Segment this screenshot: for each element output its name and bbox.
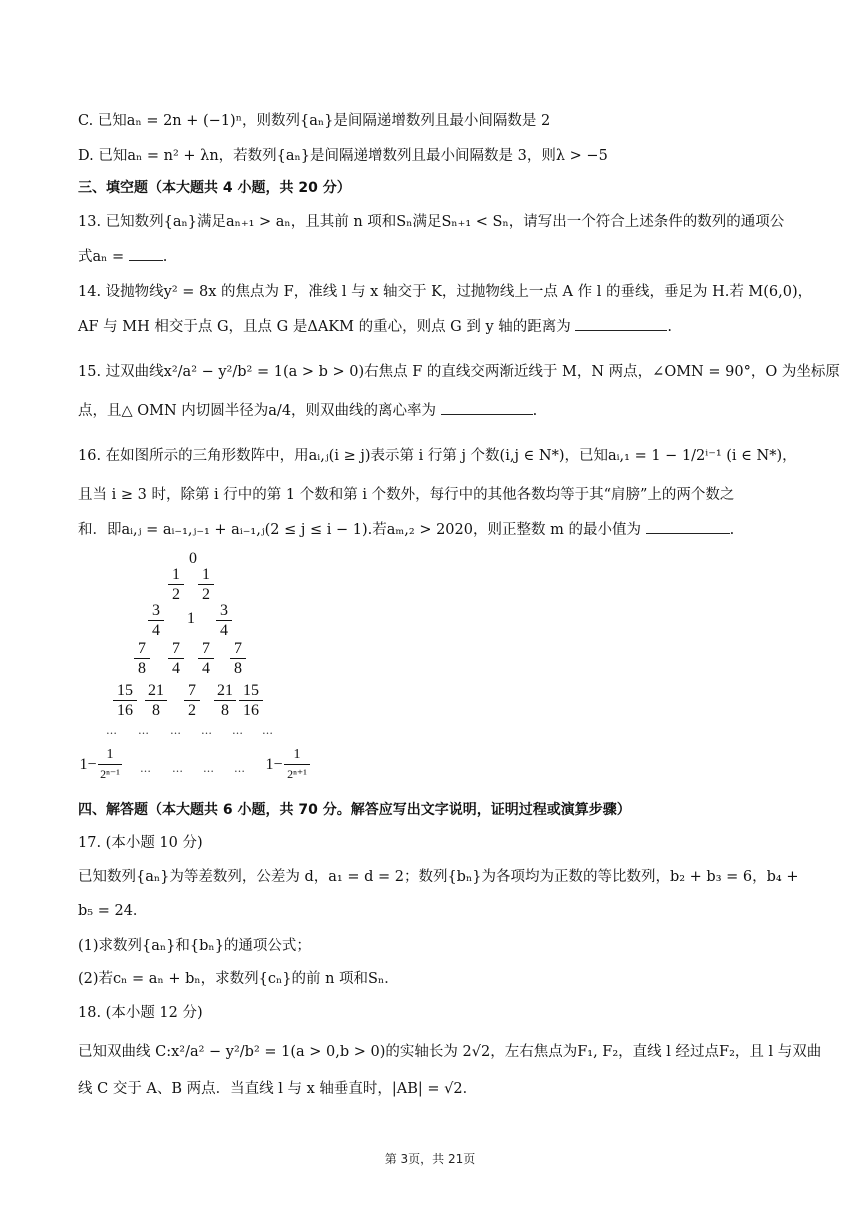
section3-heading: 三、填空题（本大题共 4 小题，共 20 分）: [78, 180, 351, 196]
frac-num: 7: [202, 640, 210, 657]
q13-line2: 式aₙ = .: [78, 246, 798, 267]
page-footer: 第 3页，共 21页: [384, 1152, 476, 1166]
q18-title: 18. (本小题 12 分): [78, 1005, 203, 1021]
frac-den: 16: [243, 702, 259, 719]
q13-line2-text: 式aₙ =: [78, 249, 125, 265]
frac-den: 2: [188, 702, 196, 719]
triangle-ellipsis-4: …: [201, 724, 212, 737]
q16-answer-blank[interactable]: [646, 519, 730, 534]
triangle-last-ellipsis-4: …: [234, 762, 245, 775]
q17-title: 17. (本小题 10 分): [78, 835, 203, 851]
q13-line1: 13. 已知数列{aₙ}满足aₙ₊₁ > aₙ，且其前 n 项和Sₙ满足Sₙ₊₁ < Sₙ，请写出一个符合上述条件的数列的通项公: [78, 214, 785, 230]
triangle-ellipsis-1: …: [106, 724, 117, 737]
triangle-last-right-prefix: 1−: [265, 756, 283, 773]
frac-num: 15: [117, 682, 133, 699]
frac-den: 2ⁿ⁻¹: [100, 767, 120, 781]
frac-num: 21: [148, 682, 164, 699]
section4-heading: 四、解答题（本大题共 6 小题，共 70 分。解答应写出文字说明，证明过程或演算步骤）: [78, 802, 631, 818]
q15-answer-blank[interactable]: [441, 400, 533, 415]
frac-num: 1: [293, 747, 301, 762]
frac-den: 8: [138, 660, 146, 677]
q17-line2: b₅ = 24．: [78, 903, 148, 919]
q17-part2: (2)若cₙ = aₙ + bₙ，求数列{cₙ}的前 n 项和Sₙ．: [78, 971, 399, 987]
question-d: D. 已知aₙ = n² + λn，若数列{aₙ}是间隔递增数列且最小间隔数是 3，则λ > −5: [78, 148, 608, 164]
triangle-r4-c2: [168, 640, 184, 677]
q18-line1: 已知双曲线 C:x²/a² − y²/b² = 1(a > 0,b > 0)的实轴长为 2√2，左右焦点为F₁, F₂，直线 l 经过点F₂，且 l 与双曲: [78, 1044, 822, 1060]
frac-den: 16: [117, 702, 133, 719]
q15-line1: 15. 过双曲线x²/a² − y²/b² = 1(a > b > 0)右焦点 F 的直线交两渐近线于 M，N 两点，∠OMN = 90°，O 为坐标原: [78, 364, 840, 380]
frac-num: 3: [220, 602, 228, 619]
triangle-r5-c3: [184, 682, 200, 719]
frac-den: 2: [202, 586, 210, 603]
frac-num: 1: [172, 566, 180, 583]
triangle-ellipsis-2: …: [138, 724, 149, 737]
frac-den: 8: [221, 702, 229, 719]
frac-num: 3: [152, 602, 160, 619]
frac-den: 4: [220, 622, 228, 639]
triangle-row1-zero: 0: [189, 550, 197, 567]
triangle-last-ellipsis-3: …: [203, 762, 214, 775]
q16-line3: 和．即aᵢ,ⱼ = aᵢ₋₁,ⱼ₋₁ + aᵢ₋₁,ⱼ(2 ≤ j ≤ i − 1).若aₘ,₂ > 2020，则正整数 m 的最小值为 .: [78, 519, 798, 540]
frac-num: 7: [172, 640, 180, 657]
frac-den: 4: [152, 622, 160, 639]
question-c: C. 已知aₙ = 2n + (−1)ⁿ，则数列{aₙ}是间隔递增数列且最小间隔数是 2: [78, 113, 551, 129]
frac-num: 7: [188, 682, 196, 699]
q17-line1: 已知数列{aₙ}为等差数列，公差为 d，a₁ = d = 2；数列{bₙ}为各项均为正数的等比数列，b₂ + b₃ = 6，b₄ +: [78, 869, 799, 885]
q13-answer-blank[interactable]: [129, 246, 163, 261]
q15-line2: 点，且△ OMN 内切圆半径为a/4，则双曲线的离心率为 .: [78, 400, 798, 421]
q18-line2: 线 C 交于 A、B 两点．当直线 l 与 x 轴垂直时，|AB| = √2．: [78, 1081, 478, 1097]
triangle-r4-c4: [230, 640, 246, 677]
triangle-r5-c1: [113, 682, 137, 719]
frac-den: 2: [172, 586, 180, 603]
triangle-last-right-frac: [284, 746, 310, 783]
frac-den: 8: [234, 660, 242, 677]
q14-line2: AF 与 MH 相交于点 G，且点 G 是ΔAKM 的重心，则点 G 到 y 轴的距离为 .: [78, 316, 798, 337]
frac-num: 21: [217, 682, 233, 699]
q17-part1: (1)求数列{aₙ}和{bₙ}的通项公式；: [78, 938, 311, 954]
triangle-r3-c1: [148, 602, 164, 639]
frac-num: 1: [106, 747, 114, 762]
q14-line2-text: AF 与 MH 相交于点 G，且点 G 是ΔAKM 的重心，则点 G 到 y 轴的距离为: [78, 319, 571, 335]
frac-den: 4: [202, 660, 210, 677]
triangle-r5-c5: [239, 682, 263, 719]
frac-den: 2ⁿ⁺¹: [287, 767, 307, 781]
frac-num: 7: [138, 640, 146, 657]
triangle-r2-c1: [168, 566, 184, 603]
frac-num: 7: [234, 640, 242, 657]
q16-line1: 16. 在如图所示的三角形数阵中，用aᵢ,ⱼ(i ≥ j)表示第 i 行第 j 个数(i,j ∈ N*)，已知aᵢ,₁ = 1 − 1/2ⁱ⁻¹ (i ∈ N*)，: [78, 448, 797, 464]
q16-line3-text: 和．即aᵢ,ⱼ = aᵢ₋₁,ⱼ₋₁ + aᵢ₋₁,ⱼ(2 ≤ j ≤ i − 1).若aₘ,₂ > 2020，则正整数 m 的最小值为: [78, 522, 641, 538]
triangle-r3-c2: 1: [187, 610, 195, 627]
q16-line2: 且当 i ≥ 3 时，除第 i 行中的第 1 个数和第 i 个数外，每行中的其他各数均等于其“肩膀”上的两个数之: [78, 487, 735, 503]
triangle-r4-c3: [198, 640, 214, 677]
triangle-r5-c2: [145, 682, 167, 719]
q14-line1: 14. 设抛物线y² = 8x 的焦点为 F，准线 l 与 x 轴交于 K，过抛物线上一点 A 作 l 的垂线，垂足为 H.若 M(6,0)，: [78, 284, 813, 300]
triangle-last-left-prefix: 1−: [79, 756, 97, 773]
triangle-r3-c3: [216, 602, 232, 639]
triangle-last-ellipsis-1: …: [140, 762, 151, 775]
frac-num: 15: [243, 682, 259, 699]
q15-line2-text: 点，且△ OMN 内切圆半径为a/4，则双曲线的离心率为: [78, 403, 437, 419]
triangle-r2-c2: [198, 566, 214, 603]
frac-den: 4: [172, 660, 180, 677]
frac-den: 8: [152, 702, 160, 719]
q14-answer-blank[interactable]: [575, 316, 667, 331]
triangle-ellipsis-6: …: [262, 724, 273, 737]
triangle-last-ellipsis-2: …: [172, 762, 183, 775]
triangle-r5-c4: [214, 682, 236, 719]
triangle-last-left-frac: [98, 746, 122, 783]
frac-num: 1: [202, 566, 210, 583]
triangle-ellipsis-5: …: [232, 724, 243, 737]
triangle-ellipsis-3: …: [170, 724, 181, 737]
triangle-r4-c1: [134, 640, 150, 677]
